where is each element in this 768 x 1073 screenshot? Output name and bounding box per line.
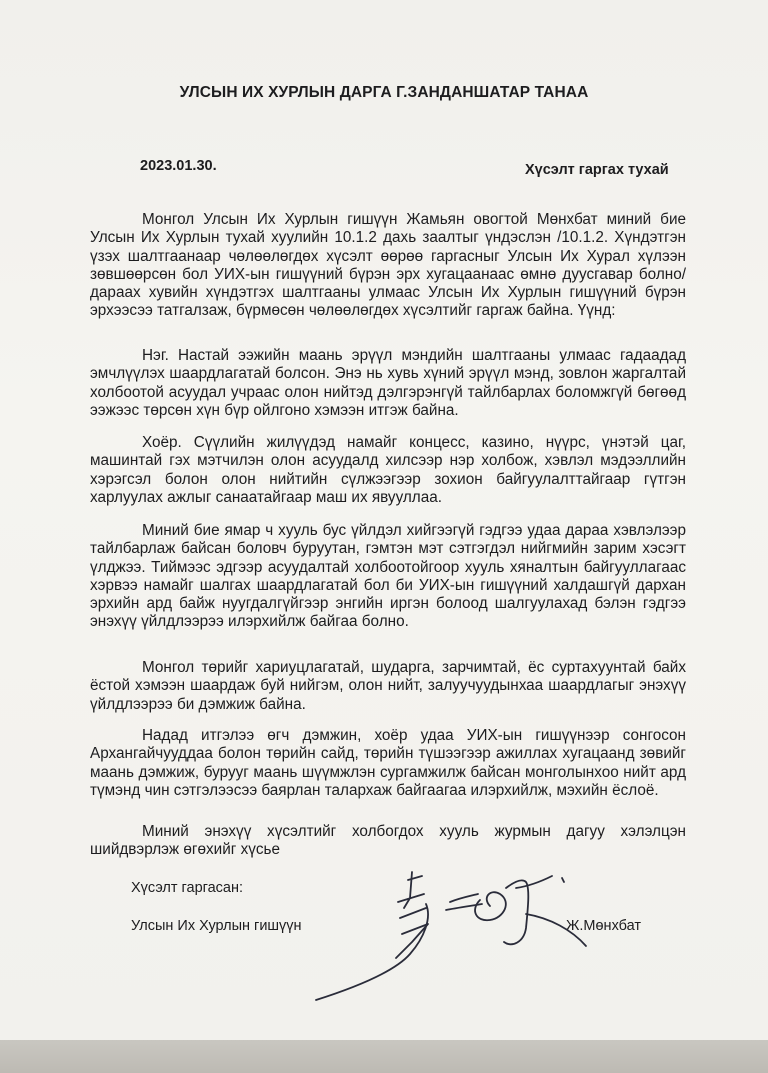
body-paragraph: Нэг. Настай ээжийн маань эрүүл мэндийн шалтгааны улмаас гадаадад эмчлүүлэх шаардлагатай болсон. Энэ нь хувь хүний эрүүл мэнд, зовлон жаргалтай холбоотой асуудал учраас олон нийтэд дэлгэрэнгүй тайлбарлах боломжгүй бөгөөд ээжээс төрсөн хүн бүр ойлгоно хэмээн итгэж байна. [90, 347, 686, 419]
body-paragraph: Монгол Улсын Их Хурлын гишүүн Жамьян овогтой Мөнхбат миний бие Улсын Их Хурлын тухай хуулийн 10.1.2 дахь заалтыг үндэслэн /10.1.2. Хүндэтгэн үзэх шалтгаанаар чөлөөлөгдөх хүсэлт өөрөө гаргасныг Улсын Их Хурал хүлээн зөвшөөрсөн бол УИХ-ын гишүүний бүрэн эрх хугацаанаас өмнө дуусгавар болно/ дараах хувийн хүндэтгэх шалтгааны улмаас Улсын Их Хурлын гишүүний бүрэн эрхээсээ татгалзаж, бүрмөсөн чөлөөлөгдөх хүсэлтийг гаргаж байна. Үүнд: [90, 211, 686, 320]
signer-position: Улсын Их Хурлын гишүүн [131, 918, 302, 934]
body-paragraph: Миний бие ямар ч хууль бус үйлдэл хийгээгүй гэдгээ удаа дараа хэвлэлээр тайлбарлаж байсан боловч буруутан, гэмтэн мэт сэтгэгдэл нийгмийн зарим хэсэгт үлджээ. Тиймээс эдгээр асуудалтай холбоотойгоор хууль хяналтын байгууллагаас хэрвээ намайг шалгах шаардлагатай бол би УИХ-ын гишүүний халдашгүй дархан эрхийн ард байж нуугдалгүйгээр энгийн иргэн болоод шалгуулахад бэлэн гэдгээ энэхүү үйлдлээрээ илэрхийлж байгаа болно. [90, 522, 686, 631]
body-paragraph: Миний энэхүү хүсэлтийг холбогдох хууль журмын дагуу хэлэлцэн шийдвэрлэж өгөхийг хүсье [90, 823, 686, 859]
body-paragraph: Надад итгэлээ өгч дэмжин, хоёр удаа УИХ-ын гишүүнээр сонгосон Архангайчууддаа болон төрийн сайд, төрийн түшээгээр ажиллах хугацаанд зөвийг маань дэмжиж, бурууг маань шүүмжлэн сургамжилж байсан монголынхоо нийт ард түмэнд чин сэтгэлээсээ баярлан талархаж байгаагаа илэрхийлж, мэхийн ёслоё. [90, 727, 686, 799]
background-surface [0, 1040, 768, 1073]
body-paragraph: Хоёр. Сүүлийн жилүүдэд намайг концесс, казино, нүүрс, үнэтэй цаг, машинтай гэх мэтчилэн олон асуудалд хилсээр нэр холбож, хэвлэл мэдээллийн хэрэгсэл болон олон нийтийн сүлжээгээр зохион байгуулалттайгаар гүтгэн харлуулах ажлыг санаатайгаар маш их явууллаа. [90, 434, 686, 506]
signature-label: Хүсэлт гаргасан: [131, 880, 244, 896]
letter-subject: Хүсэлт гаргах тухай [525, 162, 669, 178]
letter-date: 2023.01.30. [140, 158, 217, 174]
handwritten-signature [300, 858, 600, 1008]
letter-title: УЛСЫН ИХ ХУРЛЫН ДАРГА Г.ЗАНДАНШАТАР ТАНАА [179, 84, 589, 101]
body-paragraph: Монгол төрийг хариуцлагатай, шударга, зарчимтай, ёс суртахуунтай байх ёстой хэмээн шаардаж буй нийгэм, олон нийт, залуучуудынхаа шаардлагыг энэхүү үйлдлээрээ би дэмжиж байна. [90, 659, 686, 713]
signer-name: Ж.Мөнхбат [566, 918, 642, 934]
